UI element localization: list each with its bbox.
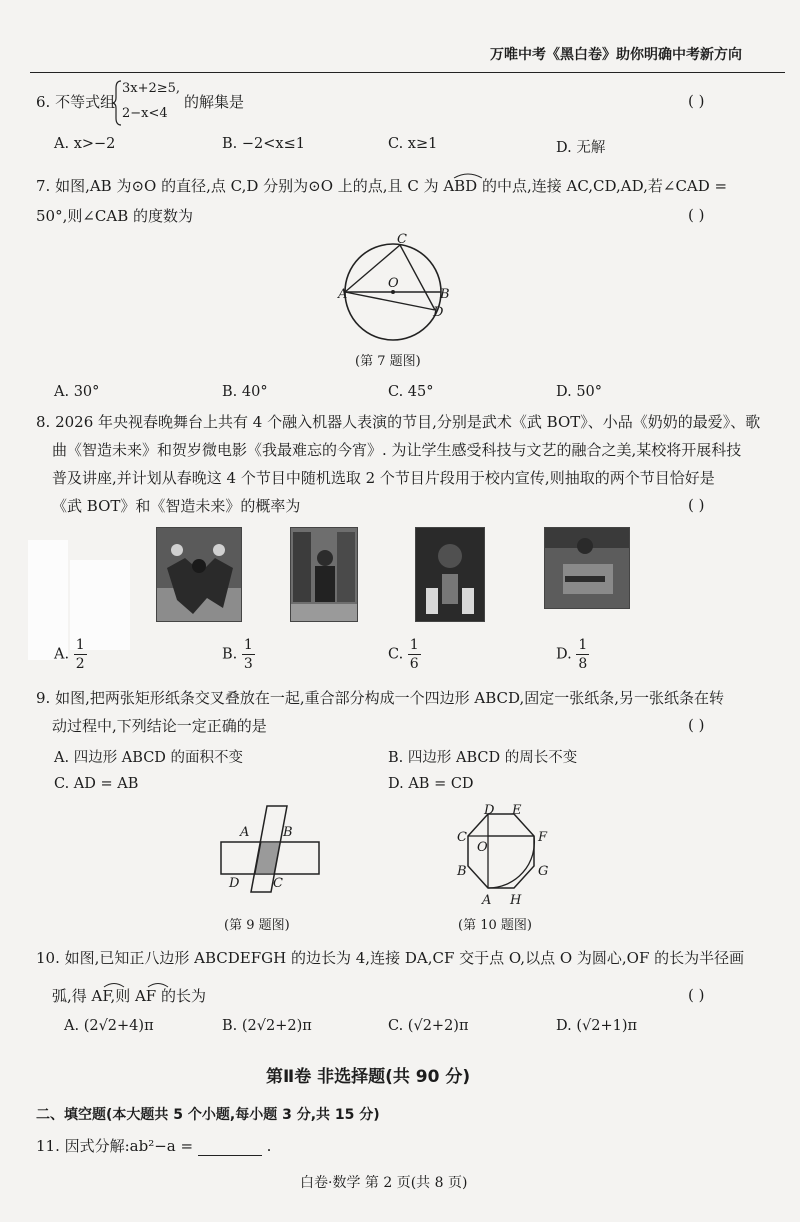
q10-option-a: A. (2√2+4)π <box>64 1018 154 1034</box>
q6-brace <box>112 80 122 126</box>
q10-figure <box>452 800 552 910</box>
q7-label-d: D <box>433 305 444 320</box>
section-2-title: 第Ⅱ卷 非选择题(共 90 分) <box>266 1067 471 1087</box>
q10-line-1: 10. 如图,已知正八边形 ABCDEFGH 的边长为 4,连接 DA,CF 交于点 O,以点 O 为圆心,OF 的长为半径画 <box>36 949 745 967</box>
fill-in-heading: 二、填空题(本大题共 5 个小题,每小题 3 分,共 15 分) <box>36 1107 380 1123</box>
q10-label-h: H <box>510 893 522 908</box>
q8-option-b-letter: B. <box>222 646 238 663</box>
q8-line-3: 普及讲座,并计划从春晚这 4 个节目中随机选取 2 个节目片段用于校内宣传,则抽取的两个节目恰好是 <box>52 469 715 487</box>
q10-label-g: G <box>538 864 549 879</box>
q11-answer-blank[interactable] <box>198 1141 262 1156</box>
q8-photo-future <box>415 527 485 622</box>
q9-option-a: A. 四边形 ABCD 的面积不变 <box>54 750 244 766</box>
q6-option-c: C. x≥1 <box>388 136 438 152</box>
q7-label-c: C <box>397 232 407 247</box>
q9-answer-paren: ( ) <box>688 716 705 734</box>
q9-label-a: A <box>240 825 250 840</box>
q8-option-c-letter: C. <box>388 646 404 663</box>
q9-caption: (第 9 题图) <box>224 918 290 933</box>
fraction-numerator: 1 <box>578 637 588 653</box>
q10-label-d: D <box>484 803 495 818</box>
q8-line-4: 《武 BOT》和《智造未来》的概率为 <box>52 497 301 515</box>
q8-answer-paren: ( ) <box>688 496 705 514</box>
q10-label-c: C <box>457 830 467 845</box>
q8-option-a-fraction <box>74 636 87 673</box>
q11-tail: . <box>266 1137 272 1155</box>
q9-line-2: 动过程中,下列结论一定正确的是 <box>52 717 267 735</box>
q6-stem-pre: 6. 不等式组 <box>36 93 116 111</box>
fraction-denominator: 2 <box>75 656 85 672</box>
q9-label-c: C <box>273 876 283 891</box>
q9-label-b: B <box>283 825 293 840</box>
q8-photo-grandma <box>290 527 358 622</box>
q8-option-d <box>556 636 589 673</box>
q8-option-a-letter: A. <box>54 646 70 663</box>
q8-option-c <box>388 636 421 673</box>
q10-label-f: F <box>538 830 548 845</box>
q7-option-b: B. 40° <box>222 384 268 400</box>
q7-line-1: 7. 如图,AB 为⊙O 的直径,点 C,D 分别为⊙O 上的点,且 C 为 ABD 的中点,连接 AC,CD,AD,若∠CAD = <box>36 177 728 195</box>
q10-option-c: C. (√2+2)π <box>388 1018 469 1034</box>
q8-option-d-letter: D. <box>556 646 572 663</box>
q7-option-d: D. 50° <box>556 384 603 400</box>
q7-caption: (第 7 题图) <box>355 354 421 369</box>
page-footer: 白卷·数学 第 2 页(共 8 页) <box>300 1175 468 1191</box>
q7-arc-mark <box>452 170 484 180</box>
q10-caption: (第 10 题图) <box>458 918 532 933</box>
q7-label-o: O <box>388 276 399 291</box>
q8-option-a <box>54 636 87 673</box>
q6-option-b: B. −2<x≤1 <box>222 136 305 152</box>
q7-answer-paren: ( ) <box>688 206 705 224</box>
q8-option-b-fraction <box>242 636 255 673</box>
fraction-numerator: 1 <box>409 637 419 653</box>
q6-option-a: A. x>−2 <box>54 136 116 152</box>
q7-label-a: A <box>338 287 348 302</box>
q9-option-c: C. AD = AB <box>54 776 139 792</box>
q9-option-b: B. 四边形 ABCD 的周长不变 <box>388 750 578 766</box>
q10-label-e: E <box>512 803 522 818</box>
q6-answer-paren: ( ) <box>688 92 705 110</box>
page-header: 万唯中考《黑白卷》助你明确中考新方向 <box>490 47 742 63</box>
q6-option-d: D. 无解 <box>556 140 606 156</box>
fraction-denominator: 3 <box>243 656 253 672</box>
q8-option-c-fraction <box>408 636 421 673</box>
q10-label-o: O <box>477 840 488 855</box>
q11-stem: 11. 因式分解:ab²−a = <box>36 1137 194 1155</box>
q6-inequality-2: 2−x<4 <box>122 106 168 121</box>
q11-row <box>36 1136 271 1156</box>
q8-photo-film <box>544 527 630 609</box>
q8-option-b <box>222 636 255 673</box>
q9-label-d: D <box>229 876 240 891</box>
fraction-denominator: 8 <box>578 656 588 672</box>
q10-label-a: A <box>482 893 492 908</box>
q10-label-b: B <box>457 864 467 879</box>
fraction-numerator: 1 <box>75 637 85 653</box>
q8-line-1: 8. 2026 年央视春晚舞台上共有 4 个融入机器人表演的节目,分别是武术《武 BOT》、小品《奶奶的最爱》、歌 <box>36 413 761 431</box>
q10-line-2: 弧,得 AF,则 AF 的长为 <box>52 987 206 1005</box>
q7-option-a: A. 30° <box>54 384 100 400</box>
q6-stem-post: 的解集是 <box>184 93 245 111</box>
q10-answer-paren: ( ) <box>688 986 705 1004</box>
fraction-denominator: 6 <box>409 656 419 672</box>
q6-inequality-1: 3x+2≥5, <box>122 81 181 96</box>
header-rule <box>30 72 785 73</box>
q9-line-1: 9. 如图,把两张矩形纸条交叉叠放在一起,重合部分构成一个四边形 ABCD,固定一张纸条,另一张纸条在转 <box>36 689 725 707</box>
q7-label-b: B <box>440 287 450 302</box>
fraction-numerator: 1 <box>243 637 253 653</box>
q9-option-d: D. AB = CD <box>388 776 474 792</box>
q8-photo-wu-bot <box>156 527 242 622</box>
q7-line-2: 50°,则∠CAB 的度数为 <box>36 207 194 225</box>
q10-option-d: D. (√2+1)π <box>556 1018 638 1034</box>
q10-option-b: B. (2√2+2)π <box>222 1018 312 1034</box>
q10-arc-mark-1 <box>102 980 126 988</box>
q10-arc-mark-2 <box>146 980 170 988</box>
q7-option-c: C. 45° <box>388 384 434 400</box>
q8-line-2: 曲《智造未来》和贺岁微电影《我最难忘的今宵》. 为让学生感受科技与文艺的融合之美,某校将开展科技 <box>52 441 742 459</box>
q8-option-d-fraction <box>576 636 589 673</box>
